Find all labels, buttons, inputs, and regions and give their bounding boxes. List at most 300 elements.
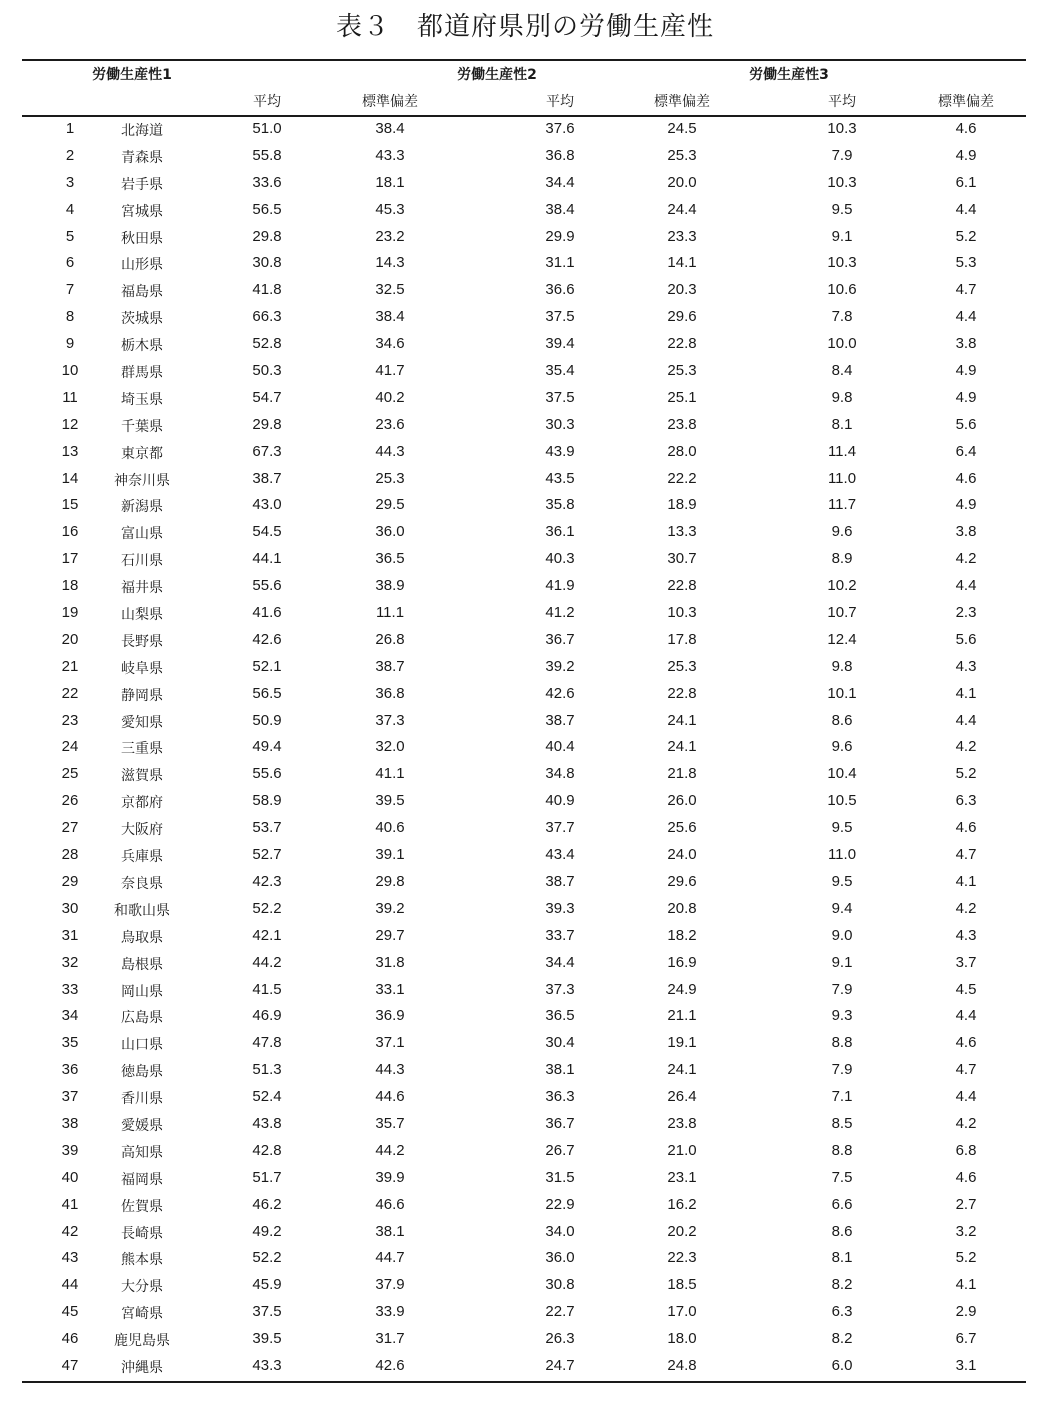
- productivity-1-mean: 51.0: [252, 120, 282, 137]
- productivity-1-sd: 37.1: [375, 1034, 405, 1052]
- table-row: [22, 761, 1026, 788]
- productivity-1-sd: 39.5: [375, 792, 405, 810]
- productivity-3-mean: 8.5: [831, 1114, 853, 1132]
- productivity-1-sd: 44.2: [375, 1141, 405, 1159]
- prefecture-name: 山形県: [121, 257, 163, 274]
- productivity-3-mean: 10.0: [827, 335, 857, 353]
- productivity-2-mean: 36.5: [545, 1007, 575, 1025]
- productivity-3-sd: 4.4: [955, 711, 977, 729]
- productivity-2-mean: 42.6: [545, 684, 575, 702]
- productivity-1-mean: 52.4: [252, 1088, 282, 1106]
- productivity-2-mean: 34.4: [545, 953, 575, 971]
- productivity-1-sd: 36.0: [375, 523, 405, 541]
- productivity-2-mean: 30.3: [545, 415, 575, 433]
- productivity-1-mean: 49.2: [252, 1222, 282, 1240]
- productivity-3-mean: 8.6: [831, 711, 853, 729]
- row-number: 22: [61, 684, 79, 702]
- productivity-3-mean: 9.8: [831, 388, 853, 406]
- productivity-3-mean: 11.7: [827, 496, 857, 514]
- table-body: [22, 116, 1026, 1380]
- row-number: 25: [61, 765, 79, 783]
- prefecture-name: 北海道: [121, 123, 163, 139]
- productivity-2-mean: 38.7: [545, 872, 575, 890]
- productivity-1-mean: 43.0: [252, 496, 282, 514]
- productivity-2-sd: 28.0: [667, 442, 697, 460]
- productivity-1-mean: 42.3: [252, 872, 282, 890]
- productivity-3-sd: 3.8: [955, 335, 977, 353]
- prefecture-name: 大阪府: [121, 822, 163, 839]
- productivity-1-sd: 31.7: [375, 1330, 405, 1348]
- productivity-3-sd: 4.2: [955, 899, 977, 917]
- table-row: [22, 143, 1026, 170]
- productivity-3-sd: 2.9: [955, 1303, 977, 1321]
- productivity-1-mean: 55.8: [252, 146, 282, 164]
- table-row: [22, 1219, 1026, 1246]
- row-number: 26: [61, 792, 79, 810]
- header-sd-1: 標準偏差: [362, 94, 418, 110]
- productivity-3-sd: 4.9: [955, 388, 977, 406]
- row-number: 15: [61, 496, 79, 514]
- row-number: 47: [61, 1356, 79, 1374]
- productivity-2-sd: 23.8: [667, 415, 697, 433]
- productivity-2-sd: 18.2: [667, 926, 697, 944]
- productivity-2-sd: 21.0: [667, 1141, 697, 1159]
- table-row: [22, 788, 1026, 815]
- productivity-1-sd: 36.8: [375, 684, 405, 702]
- productivity-1-mean: 41.6: [252, 604, 282, 622]
- productivity-3-sd: 4.1: [955, 684, 977, 702]
- productivity-1-sd: 38.7: [375, 657, 405, 675]
- productivity-2-sd: 25.3: [667, 146, 697, 164]
- table-row: [22, 277, 1026, 304]
- productivity-2-mean: 37.3: [545, 980, 575, 998]
- productivity-3-mean: 10.6: [827, 281, 857, 299]
- prefecture-name: 鳥取県: [121, 929, 163, 946]
- productivity-3-sd: 4.7: [955, 846, 977, 864]
- productivity-3-sd: 6.1: [955, 173, 977, 191]
- prefecture-name: 宮城県: [121, 203, 163, 220]
- productivity-2-mean: 29.9: [545, 227, 575, 245]
- table-row: [22, 950, 1026, 977]
- productivity-2-sd: 22.3: [667, 1249, 697, 1267]
- productivity-2-mean: 38.1: [545, 1061, 575, 1079]
- productivity-2-sd: 10.3: [667, 604, 697, 622]
- productivity-1-sd: 45.3: [375, 200, 405, 218]
- table-row: [22, 116, 1026, 143]
- productivity-3-sd: 4.4: [955, 1088, 977, 1106]
- table-row: [22, 1326, 1026, 1353]
- productivity-1-sd: 23.6: [375, 415, 405, 433]
- row-number: 45: [61, 1303, 79, 1321]
- productivity-3-mean: 8.1: [831, 1249, 853, 1267]
- productivity-1-mean: 44.2: [252, 953, 282, 971]
- productivity-3-sd: 6.8: [955, 1141, 977, 1159]
- row-number: 11: [62, 388, 78, 406]
- table-row: [22, 170, 1026, 197]
- productivity-2-mean: 39.2: [545, 657, 575, 675]
- productivity-3-mean: 6.6: [831, 1195, 853, 1213]
- table-row: [22, 439, 1026, 466]
- productivity-2-mean: 33.7: [545, 926, 575, 944]
- productivity-3-sd: 4.6: [955, 819, 977, 837]
- table-row: [22, 358, 1026, 385]
- productivity-3-mean: 10.2: [827, 577, 857, 595]
- productivity-2-sd: 18.5: [667, 1276, 697, 1294]
- productivity-2-sd: 26.0: [667, 792, 697, 810]
- productivity-1-mean: 49.4: [252, 738, 282, 756]
- table-row: [22, 896, 1026, 923]
- productivity-2-mean: 39.4: [545, 335, 575, 353]
- productivity-1-mean: 56.5: [252, 684, 282, 702]
- row-number: 36: [61, 1061, 79, 1079]
- productivity-2-sd: 25.1: [667, 388, 697, 406]
- productivity-2-mean: 35.8: [545, 496, 575, 514]
- row-number: 31: [61, 926, 79, 944]
- prefecture-name: 福島県: [121, 284, 163, 301]
- prefecture-name: 岐阜県: [121, 660, 163, 677]
- table-row: [22, 331, 1026, 358]
- productivity-3-mean: 11.0: [827, 469, 857, 487]
- productivity-3-sd: 5.2: [955, 1249, 977, 1267]
- productivity-3-sd: 4.6: [955, 469, 977, 487]
- productivity-3-sd: 4.9: [955, 362, 977, 380]
- productivity-2-sd: 22.8: [667, 684, 697, 702]
- productivity-3-sd: 3.2: [955, 1222, 977, 1240]
- prefecture-name: 新潟県: [121, 499, 163, 516]
- productivity-1-mean: 47.8: [252, 1034, 282, 1052]
- row-number: 4: [65, 200, 75, 218]
- productivity-3-mean: 10.3: [827, 254, 857, 272]
- productivity-1-mean: 39.5: [252, 1330, 282, 1348]
- prefecture-name: 佐賀県: [121, 1198, 163, 1215]
- productivity-1-mean: 41.5: [252, 980, 282, 998]
- prefecture-name: 京都府: [121, 795, 163, 812]
- row-number: 24: [61, 738, 79, 756]
- productivity-1-sd: 14.3: [375, 254, 405, 272]
- table-row: [22, 681, 1026, 708]
- productivity-1-mean: 45.9: [252, 1276, 282, 1294]
- productivity-2-mean: 38.4: [545, 200, 575, 218]
- productivity-1-sd: 44.6: [375, 1088, 405, 1106]
- productivity-1-sd: 44.3: [375, 1061, 405, 1079]
- productivity-2-sd: 24.0: [667, 846, 697, 864]
- productivity-3-mean: 10.7: [827, 604, 857, 622]
- productivity-1-mean: 55.6: [252, 577, 282, 595]
- productivity-2-mean: 31.1: [545, 254, 575, 272]
- productivity-2-mean: 40.9: [545, 792, 575, 810]
- productivity-2-mean: 40.3: [545, 550, 575, 568]
- productivity-1-mean: 43.8: [252, 1114, 282, 1132]
- header-mean-2: 平均: [546, 94, 574, 110]
- table-row: [22, 815, 1026, 842]
- productivity-1-sd: 33.9: [375, 1303, 405, 1321]
- table-row: [22, 1245, 1026, 1272]
- row-number: 1: [65, 120, 75, 137]
- prefecture-name: 香川県: [121, 1091, 163, 1108]
- productivity-1-mean: 51.3: [252, 1061, 282, 1079]
- productivity-2-sd: 17.8: [667, 630, 697, 648]
- prefecture-name: 沖縄県: [121, 1359, 163, 1376]
- table-row: [22, 492, 1026, 519]
- table-row: [22, 1353, 1026, 1380]
- productivity-1-mean: 29.8: [252, 227, 282, 245]
- productivity-1-sd: 44.7: [375, 1249, 405, 1267]
- productivity-2-sd: 18.0: [667, 1330, 697, 1348]
- productivity-1-sd: 39.9: [375, 1168, 405, 1186]
- productivity-1-mean: 55.6: [252, 765, 282, 783]
- productivity-1-sd: 29.8: [375, 872, 405, 890]
- prefecture-name: 三重県: [121, 741, 163, 758]
- productivity-2-mean: 38.7: [545, 711, 575, 729]
- table-row: [22, 546, 1026, 573]
- productivity-2-sd: 22.8: [667, 335, 697, 353]
- productivity-2-sd: 21.1: [667, 1007, 697, 1025]
- productivity-3-sd: 6.3: [955, 792, 977, 810]
- productivity-3-mean: 9.0: [831, 926, 853, 944]
- productivity-3-mean: 9.3: [831, 1007, 853, 1025]
- productivity-3-sd: 4.2: [955, 738, 977, 756]
- productivity-2-sd: 29.6: [667, 308, 697, 326]
- productivity-3-mean: 9.5: [831, 200, 853, 218]
- table-row: [22, 842, 1026, 869]
- productivity-3-sd: 2.7: [955, 1195, 977, 1213]
- productivity-3-sd: 4.6: [955, 1034, 977, 1052]
- prefecture-name: 福井県: [121, 580, 163, 597]
- productivity-2-mean: 22.7: [545, 1303, 575, 1321]
- productivity-2-sd: 25.6: [667, 819, 697, 837]
- productivity-1-mean: 52.7: [252, 846, 282, 864]
- prefecture-name: 長崎県: [121, 1225, 163, 1242]
- row-number: 39: [61, 1141, 79, 1159]
- productivity-3-sd: 4.7: [955, 281, 977, 299]
- productivity-2-mean: 37.7: [545, 819, 575, 837]
- table-row: [22, 1084, 1026, 1111]
- productivity-2-mean: 36.7: [545, 630, 575, 648]
- header-group-2: 労働生産性2: [457, 67, 537, 83]
- table-row: [22, 977, 1026, 1004]
- productivity-3-sd: 4.3: [955, 657, 977, 675]
- productivity-1-sd: 40.2: [375, 388, 405, 406]
- productivity-3-mean: 9.4: [831, 899, 853, 917]
- prefecture-name: 滋賀県: [121, 768, 163, 785]
- row-number: 7: [65, 281, 75, 299]
- productivity-1-mean: 44.1: [252, 550, 282, 568]
- row-number: 8: [65, 308, 75, 326]
- productivity-3-mean: 7.9: [831, 1061, 853, 1079]
- productivity-2-sd: 13.3: [667, 523, 697, 541]
- row-number: 38: [61, 1114, 79, 1132]
- row-number: 40: [61, 1168, 79, 1186]
- productivity-3-mean: 9.6: [831, 738, 853, 756]
- productivity-2-sd: 19.1: [667, 1034, 697, 1052]
- productivity-1-mean: 42.1: [252, 926, 282, 944]
- productivity-2-mean: 43.5: [545, 469, 575, 487]
- productivity-2-mean: 41.2: [545, 604, 575, 622]
- table-row: [22, 519, 1026, 546]
- productivity-3-sd: 5.6: [955, 415, 977, 433]
- prefecture-name: 鹿児島県: [114, 1333, 170, 1350]
- table-row: [22, 1003, 1026, 1030]
- productivity-3-sd: 5.2: [955, 227, 977, 245]
- productivity-1-mean: 54.5: [252, 523, 282, 541]
- prefecture-name: 青森県: [121, 149, 163, 166]
- productivity-1-mean: 54.7: [252, 388, 282, 406]
- table-row: [22, 412, 1026, 439]
- productivity-2-sd: 23.3: [667, 227, 697, 245]
- productivity-2-mean: 34.0: [545, 1222, 575, 1240]
- table-row: [22, 923, 1026, 950]
- productivity-1-mean: 33.6: [252, 173, 282, 191]
- productivity-2-sd: 24.5: [667, 120, 697, 137]
- productivity-1-sd: 25.3: [375, 469, 405, 487]
- productivity-2-mean: 36.0: [545, 1249, 575, 1267]
- productivity-1-sd: 29.7: [375, 926, 405, 944]
- productivity-1-sd: 43.3: [375, 146, 405, 164]
- productivity-2-sd: 22.2: [667, 469, 697, 487]
- row-number: 37: [61, 1088, 79, 1106]
- productivity-1-mean: 46.2: [252, 1195, 282, 1213]
- productivity-1-sd: 34.6: [375, 335, 405, 353]
- productivity-3-sd: 5.6: [955, 630, 977, 648]
- productivity-1-sd: 39.1: [375, 846, 405, 864]
- row-number: 9: [65, 335, 75, 353]
- table-row: [22, 224, 1026, 251]
- row-number: 14: [61, 469, 79, 487]
- table-row: [22, 385, 1026, 412]
- productivity-1-sd: 41.7: [375, 362, 405, 380]
- productivity-2-mean: 37.5: [545, 388, 575, 406]
- row-number: 41: [61, 1195, 79, 1213]
- prefecture-name: 石川県: [121, 553, 163, 570]
- productivity-1-mean: 46.9: [252, 1007, 282, 1025]
- productivity-2-mean: 34.4: [545, 173, 575, 191]
- productivity-2-mean: 43.4: [545, 846, 575, 864]
- table-row: [22, 654, 1026, 681]
- productivity-3-mean: 11.4: [827, 442, 857, 460]
- prefecture-name: 山梨県: [121, 607, 163, 624]
- productivity-3-sd: 4.2: [955, 1114, 977, 1132]
- productivity-1-mean: 52.1: [252, 657, 282, 675]
- productivity-2-sd: 24.9: [667, 980, 697, 998]
- prefecture-name: 和歌山県: [114, 902, 170, 919]
- row-number: 3: [65, 173, 75, 191]
- table-row: [22, 197, 1026, 224]
- productivity-2-sd: 24.8: [667, 1356, 697, 1374]
- prefecture-name: 徳島県: [121, 1064, 163, 1081]
- productivity-2-sd: 23.8: [667, 1114, 697, 1132]
- productivity-2-mean: 34.8: [545, 765, 575, 783]
- productivity-3-sd: 4.4: [955, 577, 977, 595]
- row-number: 16: [61, 523, 79, 541]
- productivity-3-mean: 7.1: [831, 1088, 853, 1106]
- prefecture-name: 埼玉県: [121, 391, 163, 408]
- productivity-2-mean: 24.7: [545, 1356, 575, 1374]
- productivity-3-sd: 5.2: [955, 765, 977, 783]
- productivity-3-sd: 4.4: [955, 1007, 977, 1025]
- productivity-1-mean: 52.2: [252, 899, 282, 917]
- productivity-3-mean: 7.8: [831, 308, 853, 326]
- productivity-2-mean: 39.3: [545, 899, 575, 917]
- productivity-2-sd: 20.2: [667, 1222, 697, 1240]
- productivity-3-mean: 9.8: [831, 657, 853, 675]
- productivity-1-sd: 46.6: [375, 1195, 405, 1213]
- productivity-1-mean: 30.8: [252, 254, 282, 272]
- productivity-3-mean: 7.9: [831, 146, 853, 164]
- productivity-1-mean: 51.7: [252, 1168, 282, 1186]
- productivity-1-sd: 23.2: [375, 227, 405, 245]
- header-group-1: 労働生産性1: [92, 67, 172, 83]
- prefecture-name: 福岡県: [121, 1171, 163, 1188]
- productivity-1-sd: 44.3: [375, 442, 405, 460]
- productivity-3-sd: 3.1: [955, 1356, 977, 1374]
- productivity-1-mean: 29.8: [252, 415, 282, 433]
- productivity-1-sd: 35.7: [375, 1114, 405, 1132]
- row-number: 33: [61, 980, 79, 998]
- prefecture-name: 長野県: [121, 633, 163, 650]
- prefecture-name: 愛知県: [121, 714, 163, 731]
- productivity-1-mean: 50.9: [252, 711, 282, 729]
- row-number: 44: [61, 1276, 79, 1294]
- productivity-2-sd: 17.0: [667, 1303, 697, 1321]
- productivity-3-mean: 11.0: [827, 846, 857, 864]
- productivity-2-sd: 20.3: [667, 281, 697, 299]
- prefecture-name: 山口県: [121, 1037, 163, 1054]
- productivity-1-sd: 32.5: [375, 281, 405, 299]
- prefecture-name: 神奈川県: [114, 472, 170, 489]
- table-row: [22, 573, 1026, 600]
- row-number: 29: [61, 872, 79, 890]
- prefecture-name: 富山県: [121, 526, 163, 543]
- productivity-2-sd: 25.3: [667, 362, 697, 380]
- table-row: [22, 1111, 1026, 1138]
- prefecture-name: 東京都: [121, 445, 163, 462]
- productivity-1-sd: 41.1: [375, 765, 405, 783]
- productivity-3-sd: 6.7: [955, 1330, 977, 1348]
- header-mean-3: 平均: [828, 94, 856, 110]
- productivity-3-mean: 6.3: [831, 1303, 853, 1321]
- productivity-2-mean: 31.5: [545, 1168, 575, 1186]
- productivity-1-sd: 37.9: [375, 1276, 405, 1294]
- prefecture-name: 兵庫県: [121, 849, 163, 866]
- productivity-1-sd: 33.1: [375, 980, 405, 998]
- productivity-3-sd: 4.6: [955, 1168, 977, 1186]
- productivity-1-mean: 50.3: [252, 362, 282, 380]
- prefecture-name: 茨城県: [121, 311, 163, 328]
- productivity-3-mean: 9.5: [831, 872, 853, 890]
- prefecture-name: 群馬県: [121, 365, 163, 382]
- productivity-2-mean: 30.8: [545, 1276, 575, 1294]
- productivity-3-sd: 3.8: [955, 523, 977, 541]
- productivity-1-mean: 66.3: [252, 308, 282, 326]
- productivity-3-mean: 10.4: [827, 765, 857, 783]
- productivity-1-mean: 53.7: [252, 819, 282, 837]
- productivity-2-mean: 36.3: [545, 1088, 575, 1106]
- productivity-1-mean: 56.5: [252, 200, 282, 218]
- productivity-3-mean: 10.1: [827, 684, 857, 702]
- productivity-2-mean: 43.9: [545, 442, 575, 460]
- productivity-2-sd: 25.3: [667, 657, 697, 675]
- row-number: 23: [61, 711, 79, 729]
- prefecture-name: 千葉県: [121, 418, 163, 435]
- header-sd-3: 標準偏差: [938, 94, 994, 110]
- productivity-1-sd: 32.0: [375, 738, 405, 756]
- table-bottom-rule: [22, 1381, 1026, 1383]
- productivity-3-sd: 4.4: [955, 308, 977, 326]
- productivity-1-sd: 37.3: [375, 711, 405, 729]
- productivity-3-mean: 7.9: [831, 980, 853, 998]
- productivity-1-sd: 38.4: [375, 120, 405, 137]
- productivity-1-sd: 39.2: [375, 899, 405, 917]
